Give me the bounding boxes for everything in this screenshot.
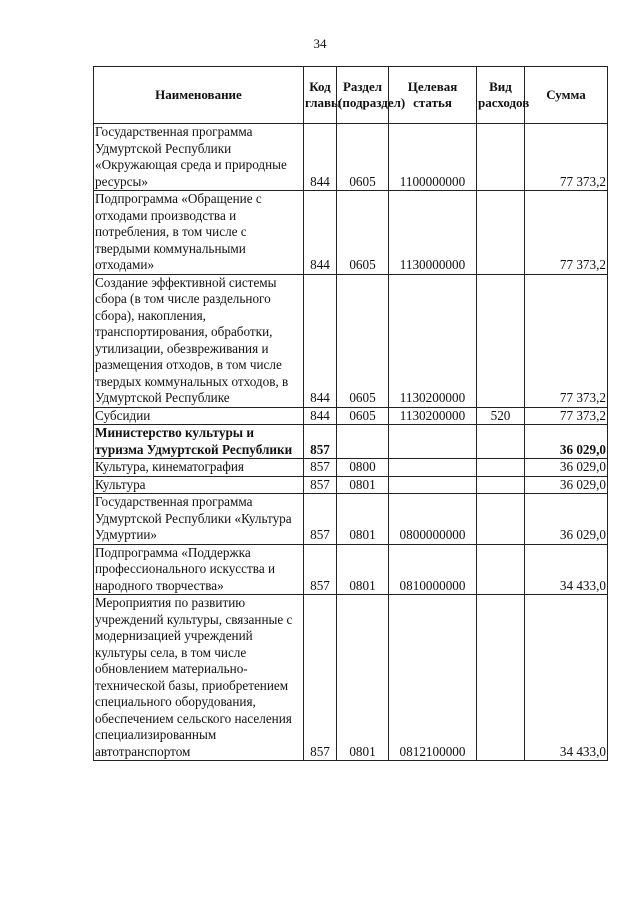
table-body	[94, 124, 608, 761]
table-row	[94, 476, 608, 494]
table-row	[94, 494, 608, 545]
cell-section: 0800	[337, 459, 389, 477]
cell-name: Субсидии	[94, 407, 304, 425]
cell-kind	[477, 544, 525, 595]
page-number: 34	[313, 36, 327, 51]
cell-target: 0810000000	[389, 544, 477, 595]
cell-sum: 77 373,2	[525, 124, 608, 191]
cell-sum: 36 029,0	[525, 425, 608, 459]
header-code: Код главы	[304, 67, 337, 124]
cell-section: 0801	[337, 544, 389, 595]
cell-target: 0800000000	[389, 494, 477, 545]
budget-table	[93, 66, 608, 761]
cell-name: Подпрограмма «Поддержка профессионального искусства и народного творчества»	[94, 544, 304, 595]
cell-code: 857	[304, 476, 337, 494]
header-sum: Сумма	[525, 67, 608, 124]
table-row	[94, 191, 608, 275]
cell-kind	[477, 191, 525, 275]
cell-code: 857	[304, 595, 337, 761]
table-row	[94, 124, 608, 191]
cell-kind	[477, 476, 525, 494]
header-target: Целевая статья	[389, 67, 477, 124]
cell-sum: 36 029,0	[525, 494, 608, 545]
cell-target: 1130200000	[389, 407, 477, 425]
table-header-row	[94, 67, 608, 124]
cell-section: 0605	[337, 191, 389, 275]
cell-code: 857	[304, 544, 337, 595]
header-name: Наименование	[94, 67, 304, 124]
cell-code: 844	[304, 191, 337, 275]
cell-sum: 34 433,0	[525, 544, 608, 595]
cell-sum: 36 029,0	[525, 476, 608, 494]
cell-target: 1100000000	[389, 124, 477, 191]
cell-kind: 520	[477, 407, 525, 425]
cell-section: 0801	[337, 595, 389, 761]
cell-section: 0605	[337, 407, 389, 425]
cell-sum: 34 433,0	[525, 595, 608, 761]
cell-kind	[477, 494, 525, 545]
cell-code: 857	[304, 494, 337, 545]
table-row	[94, 425, 608, 459]
cell-target: 1130200000	[389, 274, 477, 407]
cell-name: Культура, кинематография	[94, 459, 304, 477]
cell-section	[337, 425, 389, 459]
cell-name: Министерство культуры и туризма Удмуртской Республики	[94, 425, 304, 459]
cell-target	[389, 476, 477, 494]
cell-kind	[477, 459, 525, 477]
cell-name: Мероприятия по развитию учреждений культуры, связанные с модернизацией учреждений культуры села, в том числе обновлением материально-технической базы, приобретением специального оборудования, обеспечением сельского населения специализированным автотранспортом	[94, 595, 304, 761]
cell-kind	[477, 595, 525, 761]
cell-code: 857	[304, 425, 337, 459]
cell-section: 0801	[337, 494, 389, 545]
header-kind: Вид расходов	[477, 67, 525, 124]
table-row	[94, 595, 608, 761]
cell-kind	[477, 274, 525, 407]
table-row	[94, 407, 608, 425]
cell-name: Создание эффективной системы сбора (в том числе раздельного сбора), накопления, транспортирования, обработки, утилизации, обезвреживания и размещения отходов, в том числе твердых коммунальных отходов, в Удмуртской Республике	[94, 274, 304, 407]
cell-sum: 36 029,0	[525, 459, 608, 477]
cell-section: 0605	[337, 124, 389, 191]
cell-code: 844	[304, 407, 337, 425]
cell-name: Государственная программа Удмуртской Республики «Культура Удмуртии»	[94, 494, 304, 545]
table-row	[94, 274, 608, 407]
cell-target	[389, 425, 477, 459]
cell-target: 0812100000	[389, 595, 477, 761]
cell-name: Культура	[94, 476, 304, 494]
cell-sum: 77 373,2	[525, 274, 608, 407]
cell-name: Подпрограмма «Обращение с отходами производства и потребления, в том числе с твердыми коммунальными отходами»	[94, 191, 304, 275]
cell-target: 1130000000	[389, 191, 477, 275]
cell-code: 844	[304, 124, 337, 191]
table-row	[94, 459, 608, 477]
header-section: Раздел (подраздел)	[337, 67, 389, 124]
cell-sum: 77 373,2	[525, 407, 608, 425]
table-row	[94, 544, 608, 595]
cell-sum: 77 373,2	[525, 191, 608, 275]
cell-target	[389, 459, 477, 477]
cell-name: Государственная программа Удмуртской Республики «Окружающая среда и природные ресурсы»	[94, 124, 304, 191]
cell-code: 844	[304, 274, 337, 407]
cell-kind	[477, 425, 525, 459]
cell-section: 0605	[337, 274, 389, 407]
cell-kind	[477, 124, 525, 191]
cell-code: 857	[304, 459, 337, 477]
cell-section: 0801	[337, 476, 389, 494]
